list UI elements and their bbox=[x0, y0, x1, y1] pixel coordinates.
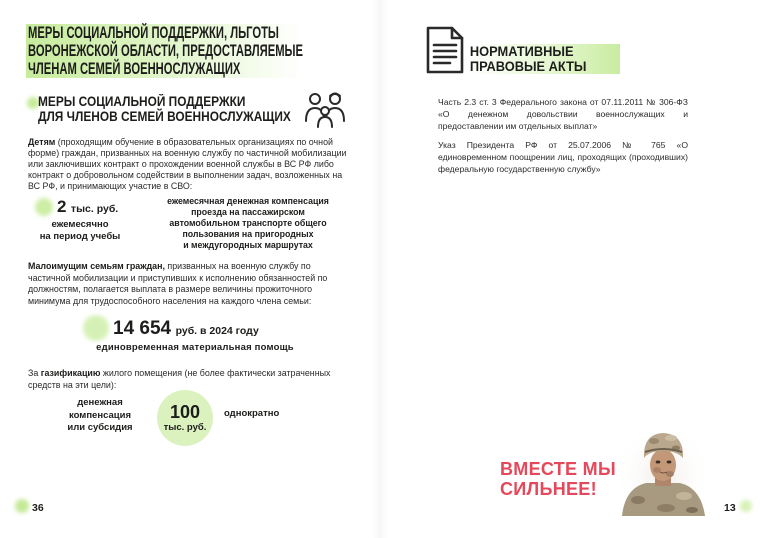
low-income-lead: Малоимущим семьям граждан, bbox=[28, 261, 165, 271]
low-income-amount-value: 14 654 bbox=[113, 318, 172, 339]
low-income-amount bbox=[113, 318, 259, 340]
gasification-frequency bbox=[224, 408, 279, 420]
soldier-photo bbox=[618, 424, 708, 516]
gasification-amount bbox=[150, 402, 220, 433]
children-amount-note bbox=[28, 219, 132, 243]
transport-line: ежемесячная денежная компенсация bbox=[167, 196, 329, 206]
children-text: (проходящим обучение в образовательных организациях по очной форме) граждан, призванных на военную службу по частичной мобилизации или заключивших контракт о прохождении военной службы в ВС РФ либо контракт о добровольном содействии в выполнении задач, возложенных на ВС РФ, и принимающих участие в СВО: bbox=[28, 137, 347, 191]
corner-dot bbox=[15, 499, 29, 513]
gasification-type bbox=[52, 397, 148, 435]
transport-compensation bbox=[148, 196, 348, 251]
gasification-type-line: денежная bbox=[77, 397, 123, 408]
document-icon bbox=[426, 26, 464, 74]
gasification-type-line: компенсация bbox=[68, 409, 131, 421]
gasification-paragraph bbox=[28, 368, 338, 391]
page-number-left: 36 bbox=[32, 502, 44, 514]
gasification-prefix: За bbox=[28, 368, 41, 378]
family-icon bbox=[303, 90, 347, 128]
section-heading bbox=[38, 94, 311, 124]
corner-dot bbox=[740, 500, 752, 512]
transport-line: автомобильном транспорте общего bbox=[169, 218, 327, 228]
gasification-amount-value: 100 bbox=[169, 402, 201, 422]
section-heading-line: ДЛЯ ЧЛЕНОВ СЕМЕЙ ВОЕННОСЛУЖАЩИХ bbox=[38, 109, 291, 124]
section-heading-line: МЕРЫ СОЦИАЛЬНОЙ ПОДДЕРЖКИ bbox=[38, 94, 246, 109]
main-title-line: ВОРОНЕЖСКОЙ ОБЛАСТИ, ПРЕДОСТАВЛЯЕМЫЕ bbox=[26, 42, 327, 60]
legal-acts-heading-line: НОРМАТИВНЫЕ bbox=[468, 44, 620, 59]
children-amount-value: 2 bbox=[57, 197, 67, 216]
children-paragraph bbox=[28, 137, 350, 192]
low-income-caption bbox=[80, 342, 310, 354]
legal-acts-heading bbox=[468, 44, 620, 74]
legal-acts-heading-line: ПРАВОВЫЕ АКТЫ bbox=[468, 59, 620, 74]
amount-note-line: на период учебы bbox=[39, 231, 121, 242]
low-income-amount-unit: руб. в 2024 году bbox=[175, 325, 259, 337]
transport-line: проезда на пассажирском bbox=[191, 207, 305, 217]
amount-dot bbox=[35, 198, 53, 216]
gasification-frequency-text: однократно bbox=[224, 408, 280, 419]
main-title-line: МЕРЫ СОЦИАЛЬНОЙ ПОДДЕРЖКИ, ЛЬГОТЫ bbox=[26, 24, 327, 42]
children-lead: Детям bbox=[28, 137, 56, 147]
low-income-paragraph bbox=[28, 261, 336, 307]
gasification-type-line: или субсидия bbox=[67, 422, 133, 433]
low-income-text: призванных на военную службу по частичной мобилизации и приступивших к исполнению обязанностей по должностям, полагается выплата в размере величины прожиточного минимума для трудоспособного населения на каждого члена семьи: bbox=[28, 261, 328, 306]
children-amount-unit: тыс. руб. bbox=[70, 203, 119, 215]
amount-note-line: ежемесячно bbox=[51, 219, 109, 230]
legal-act-item: Указ Президента РФ от 25.07.2006 № 765 «О единовременном поощрении лиц, проходящих (проходивших) федеральную государственную службу» bbox=[438, 140, 688, 174]
main-title bbox=[26, 24, 346, 78]
gasification-lead: газификацию bbox=[40, 368, 101, 378]
gasification-amount-unit: тыс. руб. bbox=[163, 422, 207, 433]
page-spine bbox=[372, 0, 388, 538]
legal-act-item: Часть 2.3 ст. 3 Федерального закона от 07.11.2011 № 306-ФЗ «О денежном довольствии военнослужащих и предоставлении им отдельных выплат» bbox=[438, 97, 688, 131]
transport-line: и междугородных маршрутах bbox=[183, 240, 313, 250]
transport-line: пользования на пригородных bbox=[182, 229, 314, 239]
gasification-text: жилого помещения (не более фактически затраченных средств на эти цели): bbox=[28, 368, 331, 390]
slogan-line: ВМЕСТЕ МЫ bbox=[500, 459, 616, 479]
slogan-line: СИЛЬНЕЕ! bbox=[500, 479, 597, 499]
children-amount bbox=[57, 197, 118, 217]
main-title-line: ЧЛЕНАМ СЕМЕЙ ВОЕННОСЛУЖАЩИХ bbox=[26, 60, 327, 78]
amount-dot bbox=[83, 315, 109, 341]
slogan bbox=[500, 459, 616, 499]
page-number-right: 13 bbox=[724, 502, 736, 514]
low-income-caption-text: единовременная материальная помощь bbox=[96, 342, 294, 353]
